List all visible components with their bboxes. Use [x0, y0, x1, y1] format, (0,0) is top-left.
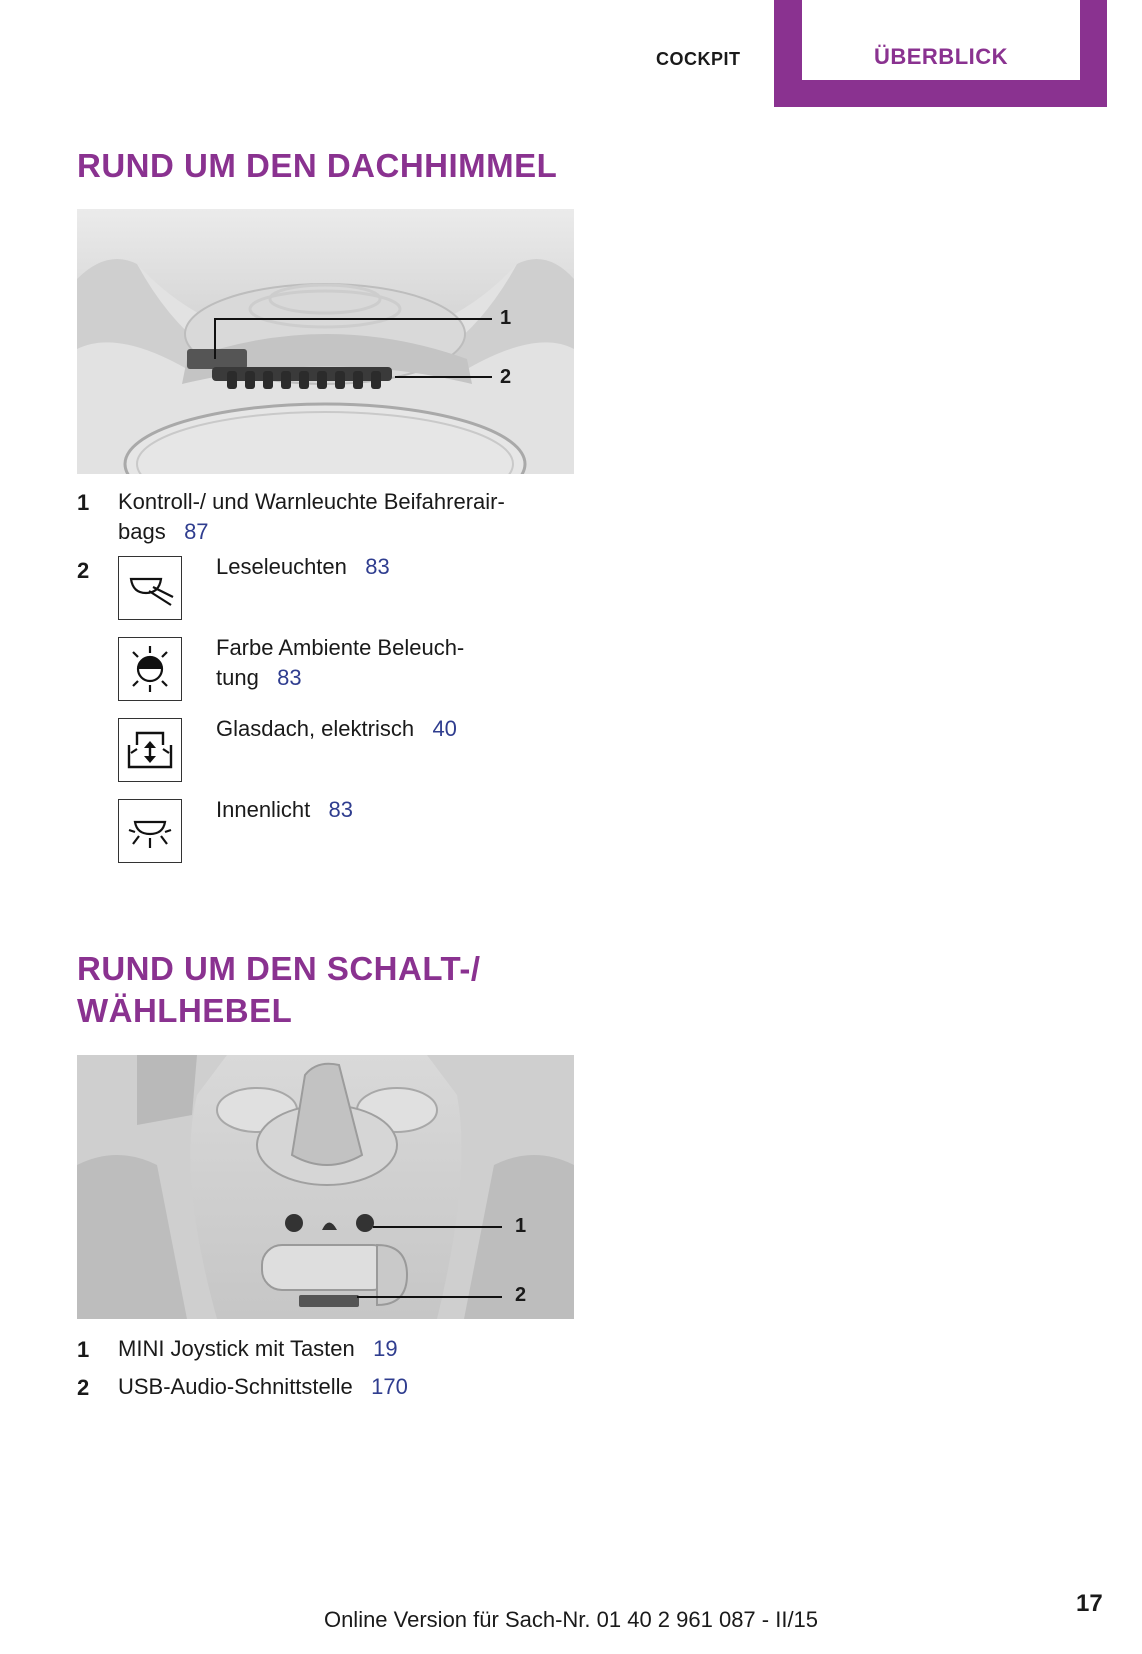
- item-number: 2: [77, 558, 90, 583]
- item-label: MINI Joystick mit Tasten: [118, 1336, 355, 1361]
- item-label: USB-Audio-Schnittstelle: [118, 1374, 353, 1399]
- glass-roof-icon: [118, 718, 182, 782]
- icon-item-label: Leseleuchten: [216, 554, 347, 579]
- headliner-callout-2: 2: [500, 366, 512, 388]
- interior-light-icon: [118, 799, 182, 863]
- icon-item-text: [216, 552, 390, 582]
- page-reference-link[interactable]: 19: [373, 1336, 398, 1361]
- page-reference-link[interactable]: 83: [365, 554, 390, 579]
- item-text-line2: bags: [118, 519, 166, 544]
- reading-light-icon: [118, 556, 182, 620]
- center-console-illustration: [77, 1055, 574, 1319]
- headliner-callout-1: 1: [500, 307, 512, 329]
- item-number: 2: [77, 1375, 90, 1400]
- header-section-label: COCKPIT: [656, 49, 741, 69]
- ambient-light-icon: [118, 637, 182, 701]
- center-console-figure: [77, 1055, 574, 1319]
- footer-version-text: Online Version für Sach-Nr. 01 40 2 961 087 - II/15: [323, 1607, 819, 1632]
- headliner-illustration: [77, 209, 574, 474]
- page-reference-link[interactable]: 87: [184, 519, 209, 544]
- page-reference-link[interactable]: 83: [277, 665, 302, 690]
- item-text-cont: [118, 517, 209, 547]
- item-number: 1: [77, 1337, 90, 1362]
- icon-item-text-cont: [216, 663, 302, 693]
- icon-item-text: [216, 714, 457, 744]
- section1-title: RUND UM DEN DACHHIMMEL: [77, 147, 558, 184]
- icon-item-text: [216, 795, 353, 825]
- console-callout-1: 1: [515, 1215, 527, 1237]
- console-callout-2: 2: [515, 1284, 527, 1306]
- item-text: [118, 1334, 398, 1364]
- headliner-figure: [77, 209, 574, 474]
- page-number: 17: [1076, 1590, 1103, 1617]
- icon-item-text: Farbe Ambiente Beleuch-: [216, 635, 465, 660]
- item-number: 1: [77, 490, 90, 515]
- header-tab-label[interactable]: ÜBERBLICK: [873, 44, 1009, 69]
- icon-item-label-line2: tung: [216, 665, 259, 690]
- section2-title: RUND UM DEN SCHALT-/: [77, 950, 481, 987]
- icon-item-label: Glasdach, elektrisch: [216, 716, 415, 741]
- page-reference-link[interactable]: 40: [432, 716, 457, 741]
- item-text: [118, 1372, 408, 1402]
- item-text: Kontroll-/ und Warnleuchte Beifahrerair-: [118, 489, 505, 514]
- icon-item-label: Innenlicht: [216, 797, 311, 822]
- page-reference-link[interactable]: 170: [371, 1374, 408, 1399]
- section2-title-line2: WÄHLHEBEL: [77, 992, 293, 1029]
- page-reference-link[interactable]: 83: [328, 797, 354, 822]
